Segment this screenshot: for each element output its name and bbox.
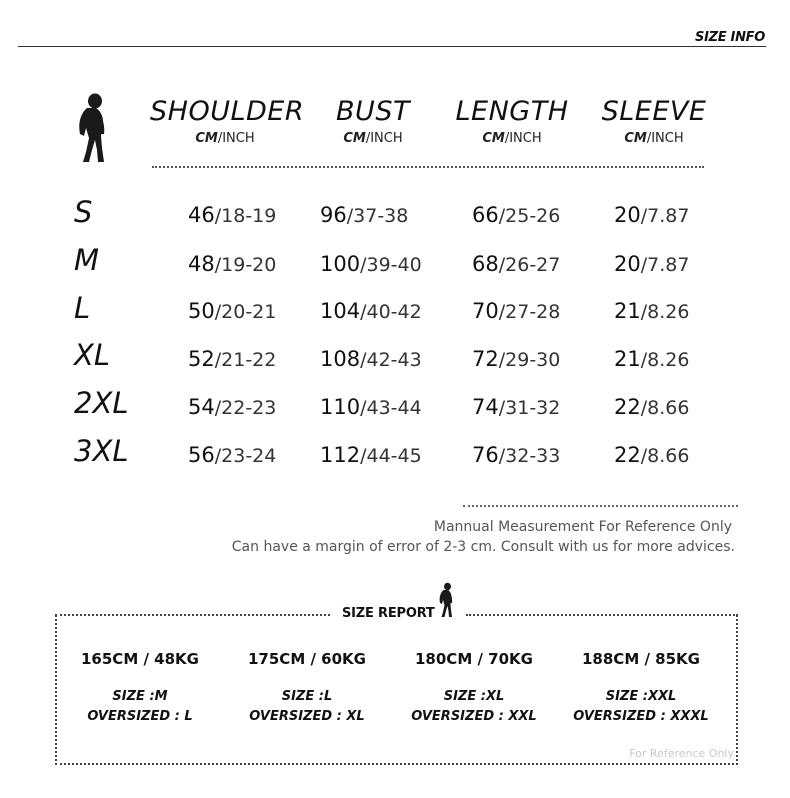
table-cell: 50/20-21 [188, 299, 277, 323]
table-cell: 46/18-19 [188, 203, 277, 227]
unit-cm: CM [195, 131, 218, 146]
unit-cm: CM [624, 131, 647, 146]
unit-cm: CM [343, 131, 366, 146]
size-label: 2XL [74, 386, 129, 420]
column-header-shoulder [150, 96, 305, 146]
size-label: S [74, 195, 93, 229]
recommended-size: SIZE :L [281, 689, 333, 704]
table-cell: 48/19-20 [188, 252, 277, 276]
table-cell: 20/7.87 [614, 252, 690, 276]
height-weight: 165CM / 48KG [81, 650, 199, 668]
table-cell: 108/42-43 [320, 347, 422, 371]
dotted-divider [152, 166, 704, 168]
table-cell: 52/21-22 [188, 347, 277, 371]
unit-inch: /INCH [504, 131, 542, 146]
report-entry [60, 650, 220, 724]
table-cell: 66/25-26 [472, 203, 561, 227]
oversized-size: OVERSIZED : L [87, 709, 193, 724]
table-cell: 110/43-44 [320, 395, 422, 419]
report-entry [394, 650, 554, 724]
reference-footnote: For Reference Only [629, 747, 734, 760]
size-label: XL [74, 338, 111, 372]
recommended-size: SIZE :XXL [605, 689, 677, 704]
table-cell: 54/22-23 [188, 395, 277, 419]
dotted-divider [463, 505, 738, 507]
unit-inch: /INCH [646, 131, 684, 146]
table-cell: 100/39-40 [320, 252, 422, 276]
recommended-size: SIZE :M [112, 689, 168, 704]
column-name: SLEEVE [601, 96, 707, 127]
table-cell: 76/32-33 [472, 443, 561, 467]
standing-figure-icon [70, 92, 114, 164]
margin-note: Can have a margin of error of 2-3 cm. Consult with us for more advices. [231, 539, 735, 555]
table-cell: 70/27-28 [472, 299, 561, 323]
table-cell: 112/44-45 [320, 443, 422, 467]
height-weight: 180CM / 70KG [415, 650, 533, 668]
oversized-size: OVERSIZED : XL [249, 709, 365, 724]
page-title: SIZE INFO [695, 30, 765, 45]
size-label: 3XL [74, 434, 129, 468]
size-label: L [74, 291, 91, 325]
table-cell: 21/8.26 [614, 299, 690, 323]
table-cell: 104/40-42 [320, 299, 422, 323]
table-cell: 56/23-24 [188, 443, 277, 467]
height-weight: 175CM / 60KG [248, 650, 366, 668]
column-name: BUST [336, 96, 410, 127]
table-cell: 22/8.66 [614, 395, 690, 419]
column-header-length [452, 96, 572, 146]
measurement-note: Mannual Measurement For Reference Only [433, 519, 732, 535]
recommended-size: SIZE :XL [443, 689, 505, 704]
oversized-size: OVERSIZED : XXXL [573, 709, 709, 724]
table-cell: 72/29-30 [472, 347, 561, 371]
column-header-bust [318, 96, 428, 146]
oversized-size: OVERSIZED : XXL [411, 709, 537, 724]
table-cell: 74/31-32 [472, 395, 561, 419]
standing-figure-icon [435, 580, 457, 620]
column-header-sleeve [598, 96, 710, 146]
size-report-title: SIZE REPORT [342, 606, 435, 621]
unit-inch: /INCH [365, 131, 403, 146]
report-entry [561, 650, 721, 724]
table-cell: 20/7.87 [614, 203, 690, 227]
column-name: LENGTH [455, 96, 569, 127]
table-cell: 68/26-27 [472, 252, 561, 276]
size-label: M [74, 243, 100, 277]
column-name: SHOULDER [150, 96, 305, 127]
top-divider [18, 46, 766, 47]
table-cell: 21/8.26 [614, 347, 690, 371]
unit-inch: /INCH [217, 131, 255, 146]
unit-cm: CM [482, 131, 505, 146]
report-entry [227, 650, 387, 724]
table-cell: 96/37-38 [320, 203, 409, 227]
table-cell: 22/8.66 [614, 443, 690, 467]
height-weight: 188CM / 85KG [582, 650, 700, 668]
